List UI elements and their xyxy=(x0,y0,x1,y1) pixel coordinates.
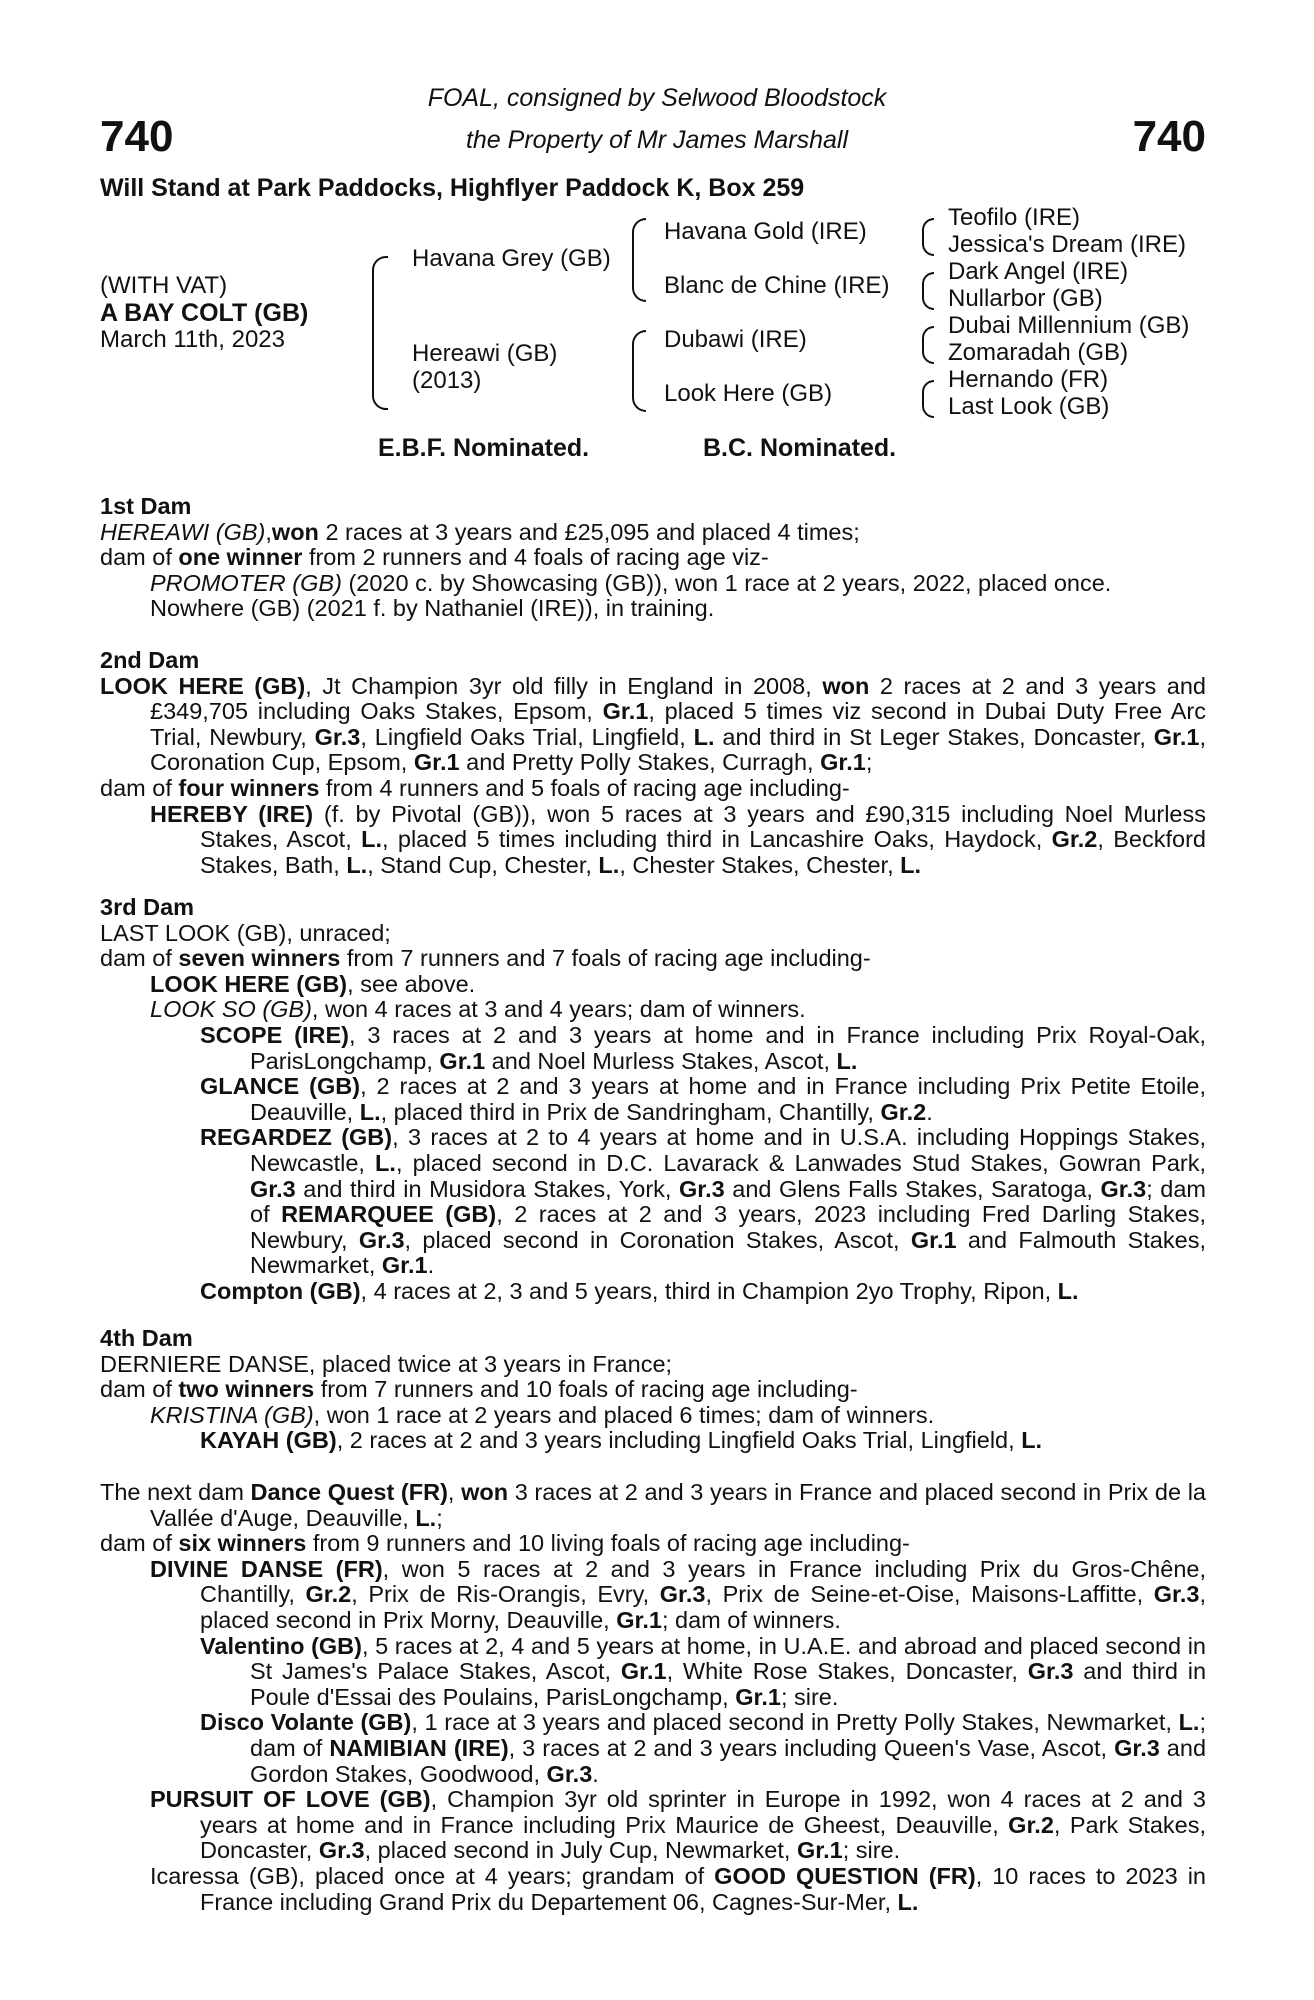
pedigree-brace-dam xyxy=(632,330,646,412)
pedigree-entry xyxy=(100,997,1206,1023)
bold-text: GOOD QUESTION (FR) xyxy=(714,1862,976,1889)
text-run: and Falmouth Stakes, Newmarket, xyxy=(250,1226,1206,1279)
bold-text: L. xyxy=(897,1888,919,1915)
section-heading: 4th Dam xyxy=(100,1325,193,1351)
text-run: , placed 5 times viz second in Dubai Duty Free Arc Trial, Newbury, xyxy=(150,698,1206,750)
pedigree-brace-3d xyxy=(922,380,934,418)
text-run: dam of xyxy=(100,1530,179,1557)
pedigree-entry xyxy=(100,1480,1206,1531)
pedigree-entry xyxy=(100,1352,1206,1378)
lot-number-left: 740 xyxy=(100,112,174,161)
text-run: , Jt Champion 3yr old filly in England in 2008, xyxy=(305,672,823,699)
ancestor-8: Last Look (GB) xyxy=(948,393,1110,420)
bold-text: Gr.3 xyxy=(1153,1581,1200,1608)
pedigree-entry xyxy=(100,520,1206,546)
text-run: dam of xyxy=(100,544,179,571)
text-run: ; sire. xyxy=(780,1683,839,1710)
bold-text: NAMIBIAN (IRE) xyxy=(329,1734,509,1761)
bold-text: Dance Quest (FR) xyxy=(250,1479,448,1505)
pedigree-entry xyxy=(100,1428,1206,1454)
text-run: , Champion 3yr old sprinter in Europe in 1992, won 4 races at 2 and 3 years at home and in France including Prix Maurice de Gheest, Deauville, xyxy=(200,1786,1206,1838)
bold-text: L. xyxy=(1057,1277,1079,1304)
italic-text: HEREAWI (GB) xyxy=(100,518,266,545)
ancestor-1: Teofilo (IRE) xyxy=(948,204,1081,231)
text-run: from 7 runners and 10 foals of racing age including- xyxy=(314,1376,858,1403)
bold-text: Gr.2 xyxy=(1051,826,1098,853)
bold-text: PURSUIT OF LOVE (GB) xyxy=(150,1786,431,1813)
bold-text: L. xyxy=(359,1098,381,1125)
dam-name: Hereawi (GB) xyxy=(412,340,558,367)
bold-text: Compton (GB) xyxy=(200,1277,361,1304)
ancestor-4: Nullarbor (GB) xyxy=(948,285,1103,312)
text-run: , Lingfield Oaks Trial, Lingfield, xyxy=(360,723,694,750)
lot-title: A BAY COLT (GB) xyxy=(100,299,309,327)
bold-text: Gr.1 xyxy=(735,1683,781,1710)
bold-text: Gr.1 xyxy=(413,749,460,776)
text-run: , won 1 race at 2 years and placed 6 times; dam of winners. xyxy=(313,1401,935,1428)
bold-text: L. xyxy=(598,851,620,878)
pedigree-entry xyxy=(100,1710,1206,1787)
text-run: dam of xyxy=(100,774,179,801)
text-run: , placed second in Prix Morny, Deauville, xyxy=(200,1581,1207,1633)
foaling-date: March 11th, 2023 xyxy=(100,326,286,353)
bold-text: L. xyxy=(375,1149,396,1176)
dam-year: (2013) xyxy=(412,367,482,394)
pedigree-brace-sire xyxy=(632,218,646,302)
text-run: , 3 races at 2 and 3 years at home and in France including Prix Royal-Oak, ParisLongchamp, xyxy=(250,1021,1206,1074)
text-run: and Pretty Polly Stakes, Curragh, xyxy=(459,749,821,776)
text-run: and Glens Falls Stakes, Saratoga, xyxy=(724,1175,1101,1202)
text-run: The next dam xyxy=(100,1479,251,1505)
text-run: , 3 races at 2 to 4 years at home and in U.S.A. including Hoppings Stakes, Newcastle, xyxy=(250,1124,1206,1176)
text-run: (f. by Pivotal (GB)), won 5 races at 3 years and £90,315 including Noel Murless Stakes, Ascot, xyxy=(200,800,1207,853)
text-run: , placed second in Coronation Stakes, Ascot, xyxy=(404,1226,911,1253)
text-run: from 9 runners and 10 living foals of racing age including- xyxy=(306,1530,910,1557)
ancestor-5: Dubai Millennium (GB) xyxy=(948,312,1190,339)
pedigree-entry xyxy=(100,921,1206,947)
vat-label: (WITH VAT) xyxy=(100,272,228,299)
bold-text: Gr.1 xyxy=(439,1047,486,1074)
text-run: from 2 runners and 4 foals of racing age viz- xyxy=(302,544,769,571)
pedigree-entry xyxy=(100,1023,1206,1074)
italic-text: PROMOTER (GB) xyxy=(150,569,342,596)
text-run: , xyxy=(265,518,272,545)
bc-nomination: B.C. Nominated. xyxy=(703,434,897,462)
bold-text: Gr.2 xyxy=(880,1098,927,1125)
text-run: , 5 races at 2, 4 and 5 years at home, in U.A.E. and abroad and placed second in St James's Palace Stakes, Ascot, xyxy=(250,1632,1206,1685)
pedigree-entry xyxy=(100,1074,1206,1125)
ancestor-7: Hernando (FR) xyxy=(948,366,1109,393)
bold-text: Gr.2 xyxy=(1008,1811,1054,1838)
bold-text: REGARDEZ (GB) xyxy=(200,1124,393,1151)
pedigree-entry xyxy=(100,1557,1206,1634)
bold-text: Gr.1 xyxy=(602,698,649,725)
text-run: and third in St Leger Stakes, Doncaster, xyxy=(714,723,1154,750)
text-run: Nowhere (GB) (2021 f. by Nathaniel (IRE)), in training. xyxy=(150,595,715,622)
pedigree-entry xyxy=(100,571,1206,597)
text-run: dam of xyxy=(100,1376,179,1403)
bold-text: L. xyxy=(361,826,382,853)
text-run: , won 5 races at 2 and 3 years in France including Prix du Gros-Chêne, Chantilly, xyxy=(200,1555,1206,1608)
section-heading: 3rd Dam xyxy=(100,894,195,920)
bold-text: Gr.1 xyxy=(910,1226,957,1253)
text-run: , Coronation Cup, Epsom, xyxy=(150,723,1206,776)
text-run: , 2 races at 2 and 3 years including Lingfield Oaks Trial, Lingfield, xyxy=(336,1427,1022,1454)
bold-text: Gr.3 xyxy=(546,1760,593,1787)
sire-dam: Blanc de Chine (IRE) xyxy=(664,272,890,299)
bold-text: GLANCE (GB) xyxy=(200,1073,361,1100)
text-run: from 4 runners and 5 foals of racing age including- xyxy=(319,774,850,801)
bold-text: six winners xyxy=(178,1530,307,1557)
text-run: ; xyxy=(436,1504,443,1531)
bold-text: Gr.2 xyxy=(305,1581,352,1608)
text-run: from 7 runners and 7 foals of racing age including- xyxy=(340,945,871,972)
bold-text: L. xyxy=(836,1047,858,1074)
bold-text: SCOPE (IRE) xyxy=(200,1021,349,1048)
pedigree-entry xyxy=(100,545,1206,571)
bold-text: REMARQUEE (GB) xyxy=(281,1201,497,1228)
text-run: , placed 5 times including third in Lancashire Oaks, Haydock, xyxy=(381,826,1052,853)
text-run: , 3 races at 2 and 3 years including Queen's Vase, Ascot, xyxy=(508,1734,1115,1761)
bold-text: Gr.3 xyxy=(1100,1175,1147,1202)
bold-text: won xyxy=(271,518,319,545)
pedigree-entry xyxy=(100,972,1206,998)
pedigree-entry xyxy=(100,596,1206,622)
bold-text: DIVINE DANSE (FR) xyxy=(150,1555,383,1582)
dam-section xyxy=(100,895,1206,1305)
text-run: and Noel Murless Stakes, Ascot, xyxy=(485,1047,837,1074)
bold-text: seven winners xyxy=(178,945,341,972)
text-run: , Prix de Ris-Orangis, Evry, xyxy=(351,1581,660,1608)
bold-text: Gr.1 xyxy=(620,1658,667,1685)
dam-section xyxy=(100,494,1206,622)
bold-text: Gr.3 xyxy=(358,1226,405,1253)
bold-text: Gr.3 xyxy=(1027,1658,1074,1685)
text-run: and third in Musidora Stakes, York, xyxy=(295,1175,680,1202)
stand-location: Will Stand at Park Paddocks, Highflyer Paddock K, Box 259 xyxy=(100,174,805,202)
bold-text: won xyxy=(822,672,870,699)
bold-text: L. xyxy=(1021,1427,1043,1454)
consignor-line: FOAL, consigned by Selwood Bloodstock xyxy=(427,84,887,112)
text-run: ; sire. xyxy=(842,1837,901,1864)
text-run: , won 4 races at 3 and 4 years; dam of winners. xyxy=(311,996,806,1023)
sire-name: Havana Grey (GB) xyxy=(412,245,611,272)
bold-text: L. xyxy=(1178,1709,1200,1736)
pedigree-brace-3c xyxy=(922,326,934,364)
bold-text: Disco Volante (GB) xyxy=(200,1709,412,1736)
text-run: , White Rose Stakes, Doncaster, xyxy=(666,1658,1028,1685)
bold-text: Gr.1 xyxy=(1153,723,1200,750)
bold-text: KAYAH (GB) xyxy=(200,1427,337,1454)
bold-text: L. xyxy=(346,851,368,878)
ebf-nomination: E.B.F. Nominated. xyxy=(378,434,590,462)
bold-text: one winner xyxy=(178,544,303,571)
bold-text: Gr.1 xyxy=(381,1252,428,1279)
text-run: dam of xyxy=(100,945,179,972)
text-run: , placed third in Prix de Sandringham, Chantilly, xyxy=(380,1098,881,1125)
bold-text: L. xyxy=(900,851,922,878)
bold-text: Gr.3 xyxy=(659,1581,706,1608)
bold-text: Gr.1 xyxy=(796,1837,843,1864)
bold-text: Gr.3 xyxy=(250,1175,296,1202)
pedigree-entry xyxy=(100,1787,1206,1864)
pedigree-entry xyxy=(100,674,1206,776)
text-run: , 2 races at 2 and 3 years, 2023 including Fred Darling Stakes, Newbury, xyxy=(250,1201,1206,1253)
pedigree-entry xyxy=(100,946,1206,972)
text-run: . xyxy=(427,1252,435,1279)
text-run: , xyxy=(447,1479,462,1505)
italic-text: LOOK SO (GB) xyxy=(150,996,312,1023)
pedigree-entry xyxy=(100,1634,1206,1711)
ancestor-6: Zomaradah (GB) xyxy=(948,339,1129,366)
text-run: and Gordon Stakes, Goodwood, xyxy=(250,1734,1207,1787)
text-run: , 2 races at 2 and 3 years at home and in France including Prix Petite Etoile, Deauville, xyxy=(250,1073,1206,1125)
text-run: ; dam of xyxy=(250,1175,1207,1228)
text-run: 3 races at 2 and 3 years in France and placed second in Prix de la Vallée d'Auge, Deauville, xyxy=(150,1479,1206,1531)
text-run: , Chester Stakes, Chester, xyxy=(619,851,901,878)
dam-section xyxy=(100,648,1206,878)
text-run: , see above. xyxy=(347,970,476,997)
bold-text: HEREBY (IRE) xyxy=(150,800,314,827)
bold-text: L. xyxy=(415,1504,437,1531)
text-run: , placed second in D.C. Lavarack & Lanwades Stud Stakes, Gowran Park, xyxy=(395,1149,1206,1176)
pedigree-entry xyxy=(100,802,1206,879)
text-run: , Prix de Seine-et-Oise, Maisons-Laffitte, xyxy=(705,1581,1154,1608)
pedigree-entry xyxy=(100,1403,1206,1429)
bold-text: Gr.3 xyxy=(679,1175,725,1202)
dam-sire: Dubawi (IRE) xyxy=(664,326,807,353)
pedigree-entry xyxy=(100,1531,1206,1557)
text-run: , placed second in July Cup, Newmarket, xyxy=(364,1837,797,1864)
text-run: , Beckford Stakes, Bath, xyxy=(200,826,1207,878)
pedigree-entry xyxy=(100,1864,1206,1915)
pedigree-entry xyxy=(100,1377,1206,1403)
pedigree-brace-3b xyxy=(922,272,934,310)
dam-section xyxy=(100,1326,1206,1454)
text-run: ; xyxy=(865,749,873,776)
ancestor-2: Jessica's Dream (IRE) xyxy=(948,231,1186,258)
bold-text: Gr.1 xyxy=(616,1606,662,1633)
text-run: , 4 races at 2, 3 and 5 years, third in Champion 2yo Trophy, Ripon, xyxy=(360,1277,1058,1304)
text-run: , 10 races to 2023 in France including Grand Prix du Departement 06, Cagnes-Sur-Mer, xyxy=(200,1862,1207,1915)
pedigree-entry xyxy=(100,776,1206,802)
text-run: and third in Poule d'Essai des Poulains, ParisLongchamp, xyxy=(250,1658,1207,1710)
section-heading: 2nd Dam xyxy=(100,647,200,673)
bold-text: Gr.3 xyxy=(318,1837,365,1864)
sire-sire: Havana Gold (IRE) xyxy=(664,218,867,245)
text-run: , Park Stakes, Doncaster, xyxy=(200,1811,1206,1864)
bold-text: LOOK HERE (GB) xyxy=(100,672,306,699)
text-run: 2 races at 2 and 3 years and £349,705 including Oaks Stakes, Epsom, xyxy=(150,672,1206,725)
property-line: the Property of Mr James Marshall xyxy=(465,126,849,154)
bold-text: L. xyxy=(693,723,715,750)
bold-text: Valentino (GB) xyxy=(200,1632,362,1659)
bold-text: four winners xyxy=(178,774,320,801)
text-run: (2020 c. by Showcasing (GB)), won 1 race at 2 years, 2022, placed once. xyxy=(341,569,1112,596)
lot-number-right: 740 xyxy=(1132,112,1206,161)
bold-text: won xyxy=(461,1479,509,1505)
bold-text: LOOK HERE (GB) xyxy=(150,970,348,997)
pedigree-brace-main xyxy=(372,256,388,410)
pedigree-entry xyxy=(100,1279,1206,1305)
bold-text: Gr.3 xyxy=(314,723,361,750)
italic-text: KRISTINA (GB) xyxy=(150,1401,314,1428)
bold-text: Gr.3 xyxy=(1114,1734,1160,1761)
pedigree-brace-3a xyxy=(922,218,934,256)
text-run: . xyxy=(592,1760,599,1787)
text-run: , 1 race at 3 years and placed second in Pretty Polly Stakes, Newmarket, xyxy=(411,1709,1179,1736)
pedigree-entry xyxy=(100,1125,1206,1279)
dam-section xyxy=(100,1480,1206,1915)
text-run: Icaressa (GB), placed once at 4 years; grandam of xyxy=(150,1862,715,1889)
text-run: ; dam of winners. xyxy=(661,1606,841,1633)
section-heading: 1st Dam xyxy=(100,493,192,519)
text-run: DERNIERE DANSE, placed twice at 3 years in France; xyxy=(100,1350,673,1377)
bold-text: two winners xyxy=(178,1376,315,1403)
bold-text: Gr.1 xyxy=(820,749,866,776)
text-run: . xyxy=(926,1098,933,1125)
text-run: , Stand Cup, Chester, xyxy=(367,851,599,878)
ancestor-3: Dark Angel (IRE) xyxy=(948,258,1129,285)
text-run: LAST LOOK (GB), unraced; xyxy=(100,919,391,946)
text-run: ; dam of xyxy=(250,1709,1206,1761)
text-run: 2 races at 3 years and £25,095 and placed 4 times; xyxy=(318,518,860,545)
dam-dam: Look Here (GB) xyxy=(664,380,833,407)
